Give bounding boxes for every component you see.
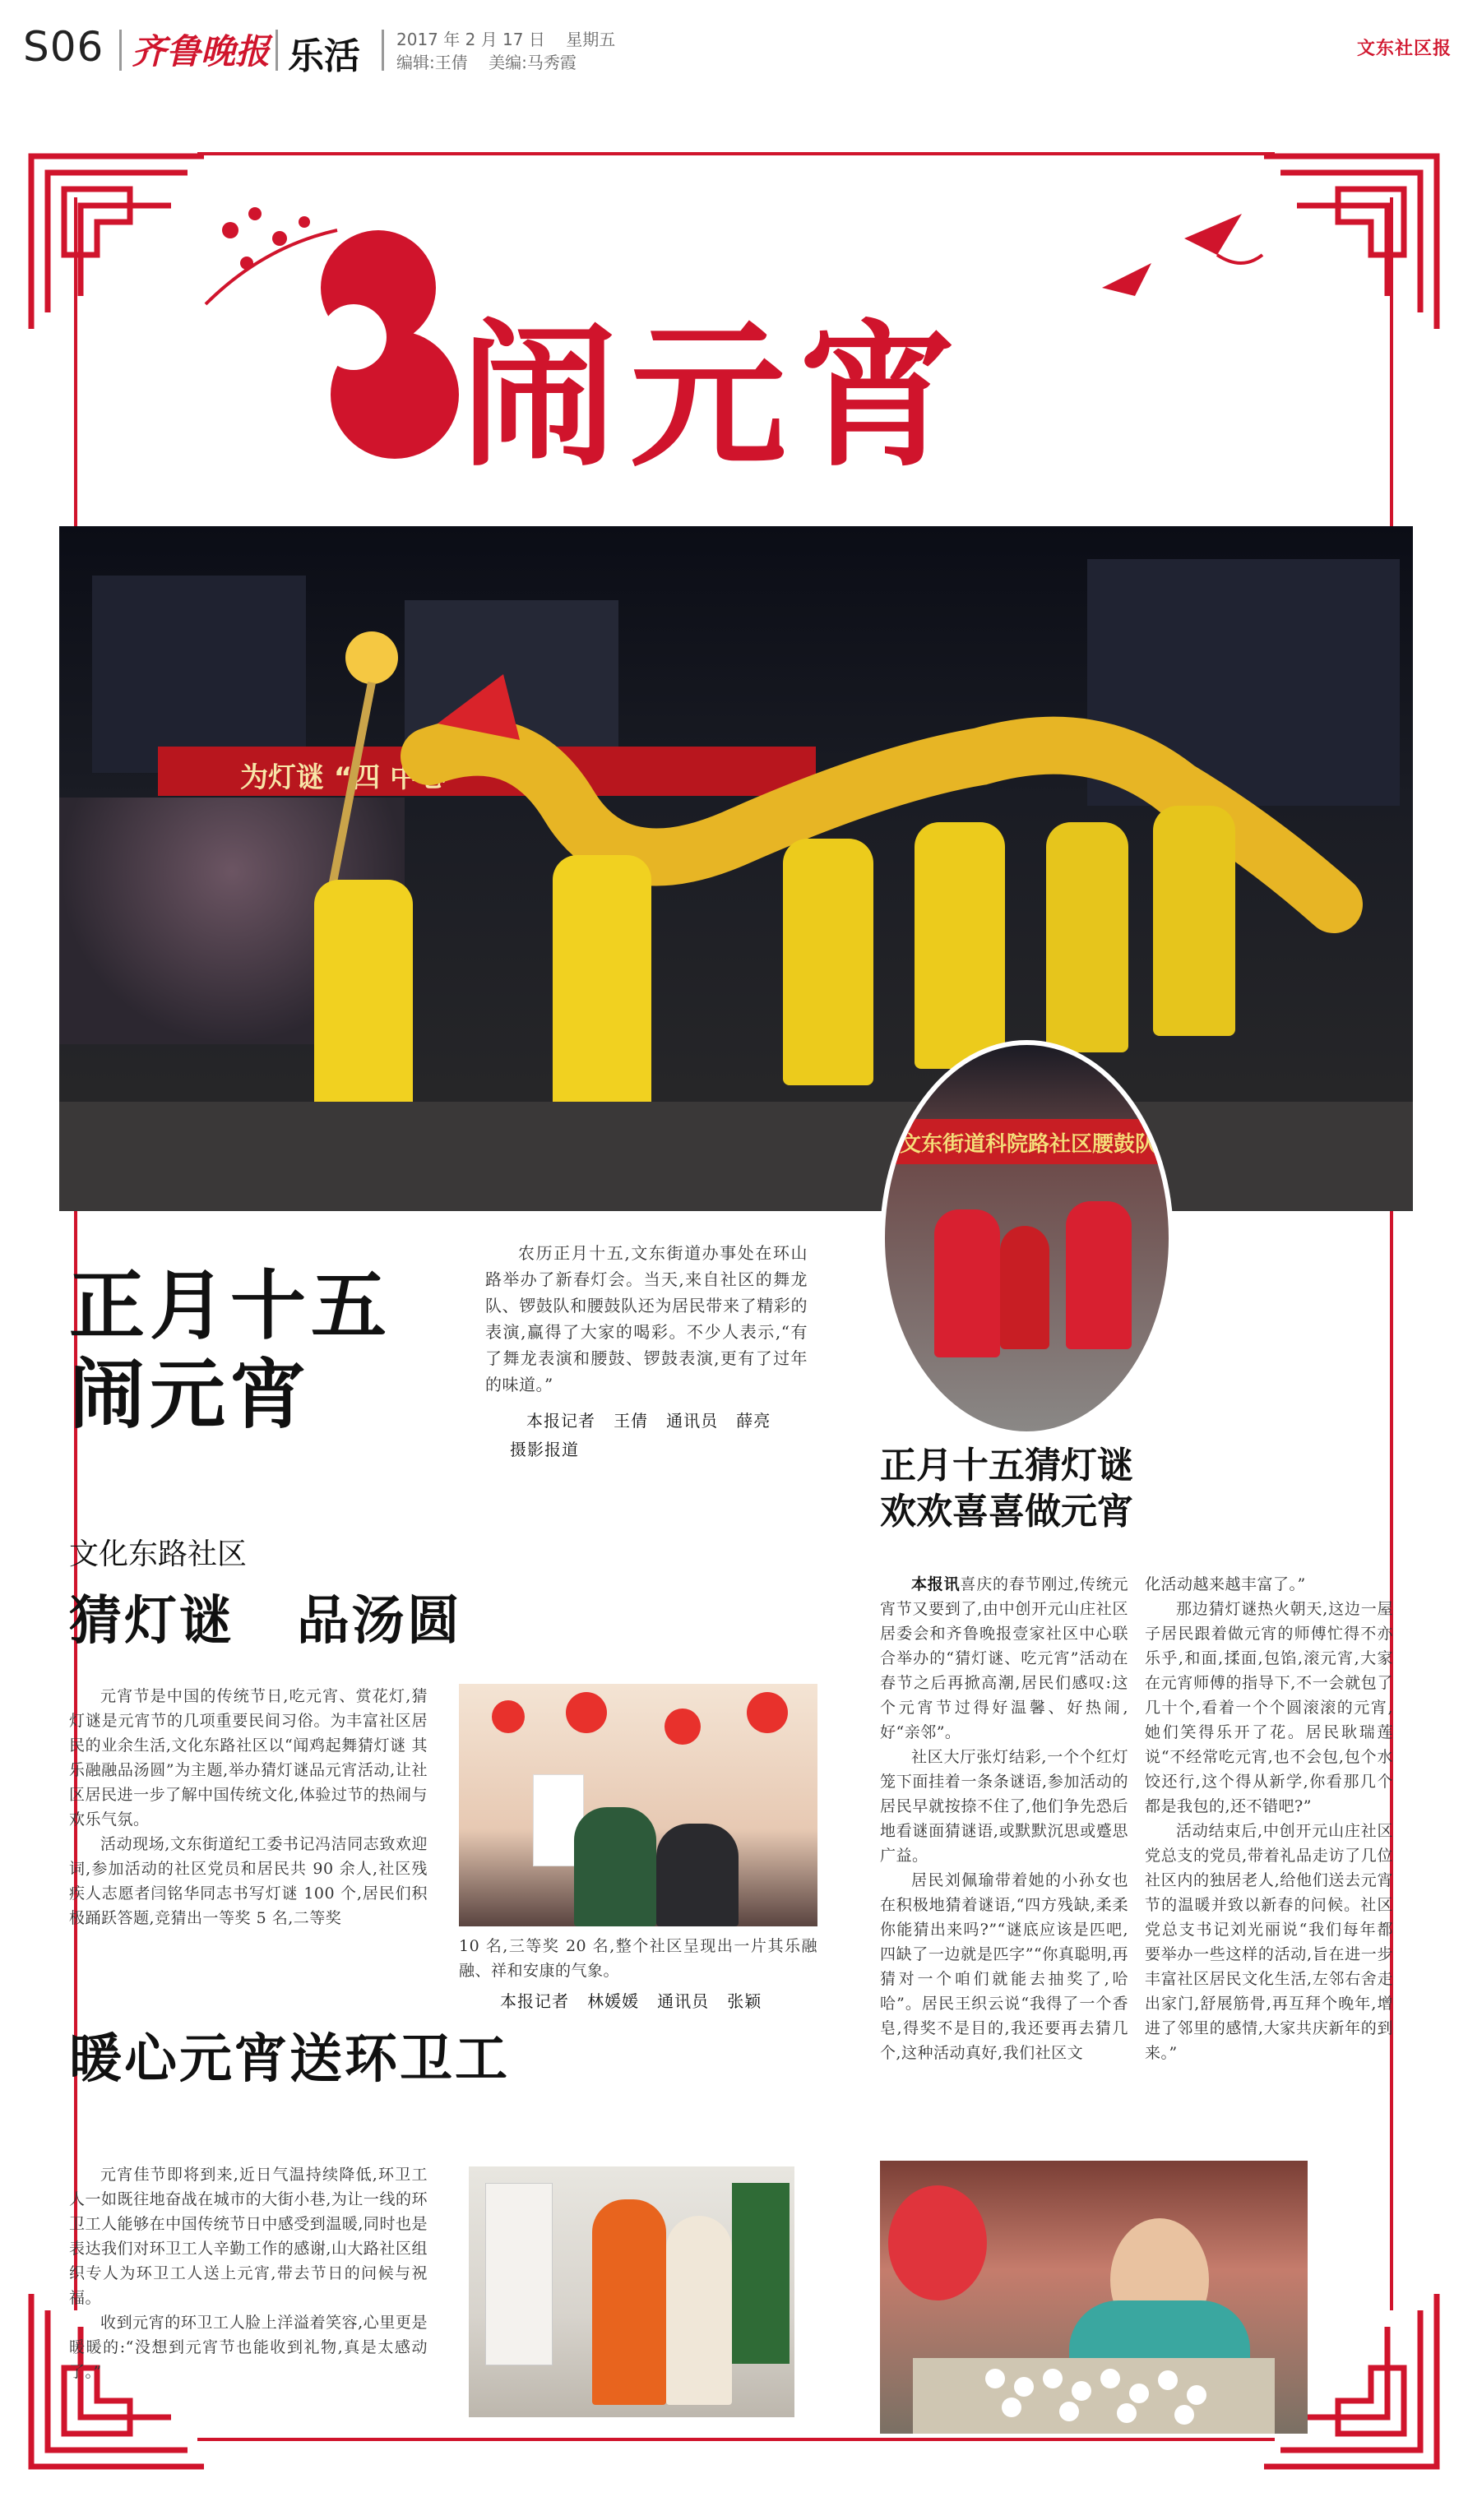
story3-col2-p0: 化活动越来越丰富了。” [1145,1575,1306,1593]
story3-lead-paragraph [880,1572,1128,1745]
page-number: S06 [23,23,104,71]
story3-lead-label: 本报讯 [911,1575,961,1593]
story3-col2-p2: 活动结束后,中创开元山庄社区党总支的党员,带着礼品走访了几位社区内的独居老人,给他们送去元宵节的温暖并致以新春的问候。社区党总支书记刘光丽说“我们每年都要举办一些这样的活动,旨在进一步丰富社区居民文化生活,左邻右舍走出家门,舒展筋骨,再互拜个晚年,增进了邻里的感情,大家共庆新年的到来。” [1145,1822,1393,2062]
story3-headline-line1: 正月十五猜灯谜 [880,1445,1133,1487]
story3-headline-line2: 欢欢喜喜做元宵 [880,1491,1133,1533]
main-story-text [485,1240,808,1460]
story3-col1 [880,1572,1128,2065]
page-header [0,0,1468,82]
rice-ball-icon [979,2362,1242,2428]
story3-col2 [1145,1572,1393,2065]
dragon-dance-photo [59,526,1413,1211]
story2-text [69,1684,428,1930]
main-story-body: 农历正月十五,文东街道办事处在环山路举办了新春灯会。当天,来自社区的舞龙队、锣鼓队和腰鼓队还为居民带来了精彩的表演,赢得了大家的喝彩。不少人表示,“有了舞龙表演和腰鼓、锣鼓表演,更有了过年的味道。” [485,1243,808,1394]
story2-body-p2: 活动现场,文东街道纪工委书记冯洁同志致欢迎词,参加活动的社区党员和居民共 90 余人,社区残疾人志愿者闫铭华同志书写灯谜 100 个,居民们积极踊跃答题,竞猜出一等奖 5 名,二等奖 [69,1835,428,1927]
story2-body-p1: 元宵节是中国的传统节日,吃元宵、赏花灯,猜灯谜是元宵节的几项重要民间习俗。为丰富社区居民的业余生活,文化东路社区以“闻鸡起舞猜灯谜 其乐融融品汤圆”为主题,举办猜灯谜品元宵活动,让社区居民进一步了解中国传统文化,体验过节的热闹与欢乐气氛。 [69,1687,428,1829]
main-story-byline: 本报记者 王倩 通讯员 薛亮 [526,1411,771,1431]
corner-ornament-icon [1256,148,1445,337]
inset-banner [885,1119,1169,1164]
making-yuanxiao-photo [880,2161,1308,2434]
swallow-bird-icon [1086,206,1267,312]
story3-col2-p1: 那边猜灯谜热火朝天,这边一屋子居民跟着做元宵的师傅忙得不亦乐乎,和面,揉面,包馅,滚元宵,大家在元宵师傅的指导下,不一会就包了几十个,看着一个个圆滚滚的元宵,她们笑得乐开了花。居民耿瑞莲说“不经常吃元宵,也不会包,包个水饺还行,这个得从新学,你看那几个都是我包的,还不错吧?” [1145,1600,1393,1815]
festival-banner [181,181,1283,526]
inset-banner-text: 文东街道科院路社区腰鼓队 [900,1132,1157,1157]
community-paper-label: 文东社区报 [1356,39,1452,59]
paper-name-logo: 齐鲁晚报 [132,31,271,72]
sanitation-worker-photo [469,2166,794,2417]
header-divider [119,30,122,71]
story2-body-p3: 10 名,三等奖 20 名,整个社区呈现出一片其乐融融、祥和安康的气象。 [459,1937,817,1980]
main-story-photo-credit: 摄影报道 [510,1440,579,1459]
flower-blossom-icon [197,197,345,312]
story3-col1-p3: 居民刘佩瑜带着她的小孙女也在积极地猜着谜语,“四方残缺,柔柔你能猜出来吗?”“谜底应该是匹吧,四缺了一边就是匹字”“你真聪明,再猜对一个咱们就能去抽奖了,哈哈”。居民王织云说“我得了一个香皂,得奖不是目的,我还要再去猜几个,这种活动真好,我们社区文 [880,1871,1128,2062]
story4-headline: 暖心元宵送环卫工 [69,2029,510,2090]
story2-text-cont [459,1934,817,2012]
story2-headline: 猜灯谜 品汤圆 [69,1591,462,1652]
story3-headline [880,1443,1308,1535]
story2-kicker: 文化东路社区 [69,1537,248,1571]
story4-body-p2: 收到元宵的环卫工人脸上洋溢着笑容,心里更是暖暖的:“没想到元宵节也能收到礼物,真是太感动了。” [69,2314,428,2381]
main-headline-line1: 正月十五 [69,1262,392,1350]
waist-drum-team-photo [880,1040,1174,1436]
story2-byline: 本报记者 林媛媛 通讯员 张颖 [500,1991,762,2011]
main-headline-line2: 闹元宵 [69,1351,312,1439]
story4-body-p1: 元宵佳节即将到来,近日气温持续降低,环卫工人一如既往地奋战在城市的大街小巷,为让一线的环卫工人能够在中国传统节日中感受到温暖,同时也是表达我们对环卫工人辛勤工作的感谢,山大路社区组织专人为环卫工人送上元宵,带去节日的问候与祝福。 [69,2166,428,2307]
main-story-headline [69,1262,497,1440]
editors-line: 编辑:王倩 美编:马秀霞 [396,53,577,72]
story3-col1-p2: 社区大厅张灯结彩,一个个红灯笼下面挂着一条条谜语,参加活动的居民早就按捺不住了,他们争先恐后地看谜面猜谜语,或默默沉思或蹙思广益。 [880,1748,1128,1865]
header-divider [382,30,384,71]
header-divider [276,30,278,71]
lantern-riddle-photo [459,1684,817,1926]
story4-text [69,2162,428,2384]
story3-col1-p1: 喜庆的春节刚过,传统元宵节又要到了,由中创开元山庄社区居委会和齐鲁晚报壹家社区中心联合举办的“猜灯谜、吃元宵”活动在春节之后再掀高潮,居民们感叹:这个元宵节过得好温馨、好热闹,好“亲邻”。 [880,1575,1128,1741]
banner-title: 闹元宵 [461,306,970,488]
section-name: 乐活 [288,35,360,77]
date-line: 2017 年 2 月 17 日 星期五 [396,30,616,49]
photo-banner-text: 为灯谜 “四 中心 [240,761,447,794]
